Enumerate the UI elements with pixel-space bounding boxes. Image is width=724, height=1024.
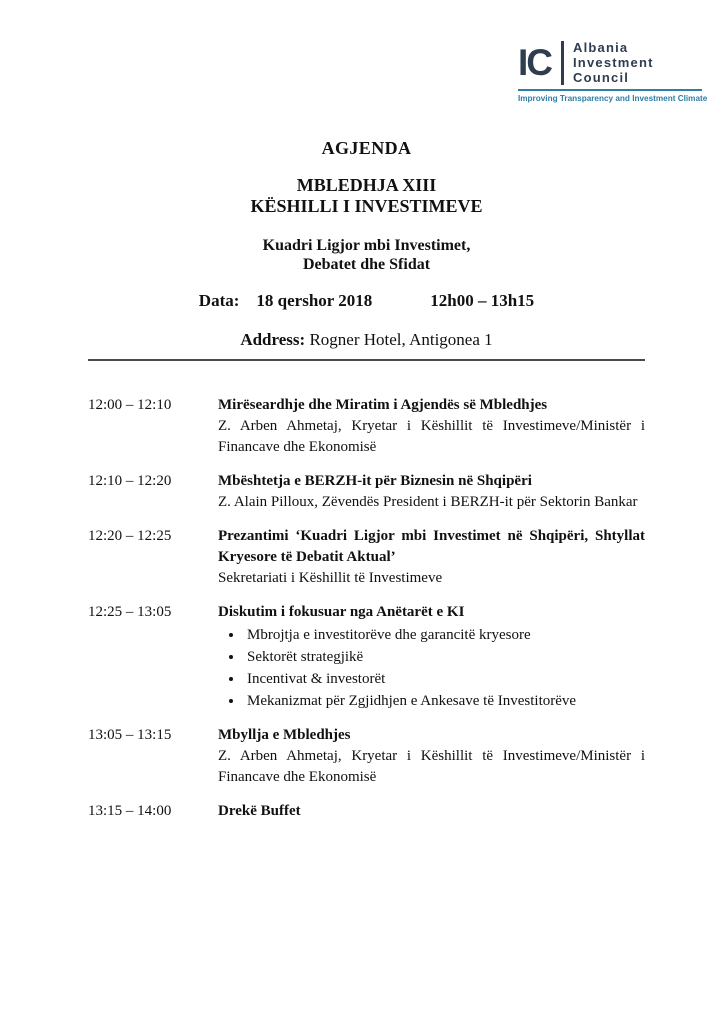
meeting-subtitle <box>88 236 645 274</box>
agenda-time: 12:10 – 12:20 <box>88 473 172 489</box>
agenda-item-title: Mbyllja e Mbledhjes <box>218 727 351 743</box>
agenda-row <box>88 602 645 712</box>
agenda-item-title: Mirëseardhje dhe Miratim i Agjendës së Mbledhjes <box>218 397 548 413</box>
header-divider <box>88 359 645 361</box>
address-label: Address: <box>240 330 306 349</box>
document-inner <box>88 138 645 822</box>
time-range: 12h00 – 13h15 <box>430 291 535 310</box>
agenda-body <box>218 526 645 589</box>
agenda-row <box>88 526 645 589</box>
agenda-time: 12:20 – 12:25 <box>88 528 172 544</box>
agenda-row <box>88 471 645 513</box>
agenda-item-title: Diskutim i fokusuar nga Anëtarët e KI <box>218 604 465 620</box>
logo-monogram: IC <box>518 42 551 83</box>
subtitle-line1: Kuadri Ligjor mbi Investimet, <box>262 237 471 254</box>
agenda-item-title: Prezantimi ‘Kuadri Ligjor mbi Investimet në Shqipëri, Shtyllat Kryesore të Debatit Aktual’ <box>218 528 645 565</box>
agenda-item-detail: Z. Arben Ahmetaj, Kryetar i Këshillit të Investimeve/Ministër i Financave dhe Ekonomisë <box>218 748 645 785</box>
agenda-row <box>88 725 645 788</box>
agenda-time: 12:00 – 12:10 <box>88 397 172 413</box>
date-label: Data: <box>198 291 240 310</box>
logo-org-name <box>573 40 654 85</box>
agenda-item-title: Drekë Buffet <box>218 803 301 819</box>
logo-org-line: Albania <box>573 40 629 55</box>
agenda-item-title: Mbështetja e BERZH-it për Biznesin në Shqipëri <box>218 473 532 489</box>
meeting-line1: MBLEDHJA XIII <box>296 175 437 195</box>
agenda-bullet-list <box>218 624 645 712</box>
document-content <box>0 138 724 822</box>
agenda-body <box>218 725 645 788</box>
logo-org-line: Council <box>573 70 630 85</box>
address-value: Rogner Hotel, Antigonea 1 <box>309 330 493 349</box>
agenda-time: 13:05 – 13:15 <box>88 727 172 743</box>
logo-lockup <box>518 40 702 85</box>
meeting-line2: KËSHILLI I INVESTIMEVE <box>250 196 483 216</box>
logo-tagline: Improving Transparency and Investment Climate <box>518 94 708 103</box>
agenda-time: 12:25 – 13:05 <box>88 604 172 620</box>
meeting-title <box>88 175 645 217</box>
page-title: AGJENDA <box>321 138 412 158</box>
agenda-bullet: • Sektorët strategjikë <box>244 646 645 668</box>
logo-divider <box>561 41 564 85</box>
logo-org-line: Investment <box>573 55 654 70</box>
subtitle-line2: Debatet dhe Sfidat <box>302 256 431 273</box>
agenda-table <box>88 395 645 822</box>
agenda-item-detail: Z. Arben Ahmetaj, Kryetar i Këshillit të Investimeve/Ministër i Financave dhe Ekonomisë <box>218 418 645 455</box>
agenda-time: 13:15 – 14:00 <box>88 803 172 819</box>
agenda-body <box>218 395 645 458</box>
date-value: 18 qershor 2018 <box>256 291 373 310</box>
agenda-body <box>218 471 645 513</box>
date-line <box>88 291 645 311</box>
address-line <box>88 330 645 350</box>
agenda-body <box>218 602 645 712</box>
agenda-bullet: • Mbrojtja e investitorëve dhe garancitë kryesore <box>244 624 645 646</box>
agenda-body <box>218 801 645 822</box>
agenda-bullet: • Incentivat & investorët <box>244 668 645 690</box>
logo <box>518 40 708 103</box>
agenda-item-detail: Sekretariati i Këshillit të Investimeve <box>218 570 443 586</box>
agenda-item-detail: Z. Alain Pilloux, Zëvendës President i BERZH-it për Sektorin Bankar <box>218 494 638 510</box>
logo-rule <box>518 89 702 91</box>
agenda-row <box>88 801 645 822</box>
agenda-bullet: • Mekanizmat për Zgjidhjen e Ankesave të Investitorëve <box>244 690 645 712</box>
agenda-row <box>88 395 645 458</box>
